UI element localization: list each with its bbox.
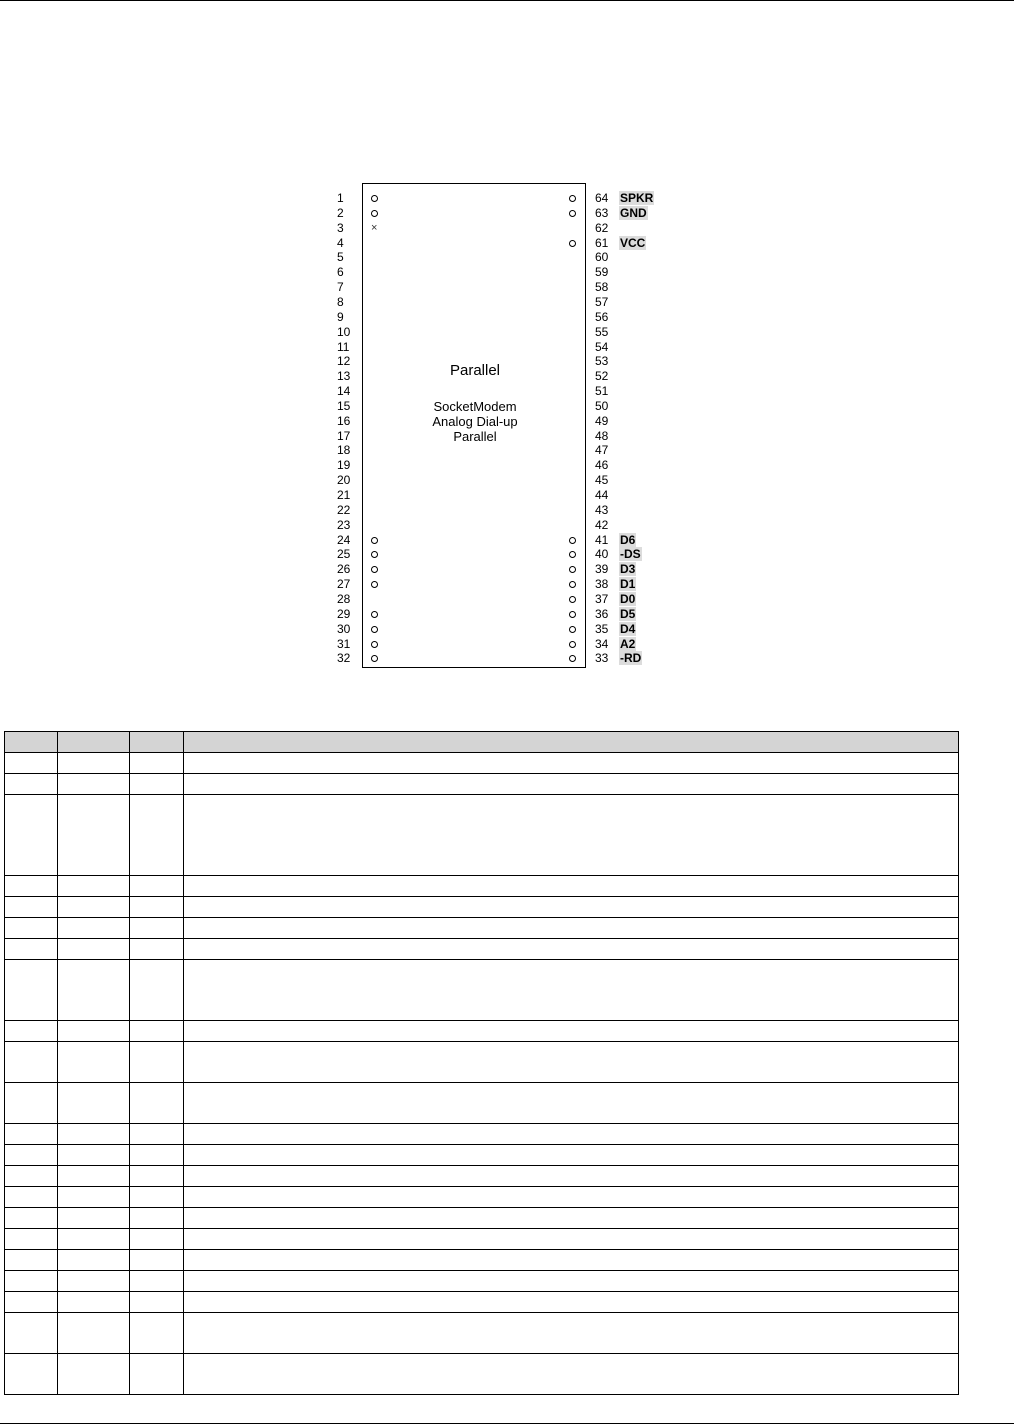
pin-number: 7 [337,280,344,295]
table-cell [58,1166,130,1187]
pin-number: 55 [595,324,609,339]
table-cell [130,897,184,918]
table-row [5,774,959,795]
table-row [5,876,959,897]
pin-number: 21 [337,488,351,502]
table-cell [5,897,58,918]
table-cell [130,1042,184,1083]
table-cell [5,1313,58,1354]
pin-number: 22 [337,502,351,517]
table-cell [130,795,184,876]
pin-label [619,577,636,591]
table-cell [5,1208,58,1229]
pin-number: 16 [337,413,351,428]
pin-dot [371,210,378,217]
pin-number: 57 [595,294,609,309]
pin-number: 54 [595,339,609,354]
table-cell [184,1250,959,1271]
pin-number: 17 [337,428,351,443]
pin-dot [371,195,378,202]
pin-label [619,607,636,621]
table-cell [58,1208,130,1229]
pin-label [619,191,654,205]
pin-dot [371,537,378,544]
table-cell [5,1083,58,1124]
bottom-rule [0,1423,1014,1424]
pin-number: 47 [595,443,609,458]
pin-number: 14 [337,384,351,399]
pin-number: 5 [337,250,344,265]
table-cell [130,774,184,795]
table-cell [58,1313,130,1354]
table-cell [130,1145,184,1166]
pin-number: 8 [337,294,344,309]
chip-subtitle-line-3: Parallel [453,429,497,444]
table-cell [58,939,130,960]
table-row [5,1145,959,1166]
pin-number: 10 [337,324,351,339]
table-cell [58,1187,130,1208]
pin-label [619,562,636,576]
pin-name: D0 [620,591,636,606]
pin-dot [569,195,576,202]
table-row [5,1187,959,1208]
pin-dot [569,611,576,618]
table-row [5,1042,959,1083]
pin-name: VCC [620,235,646,250]
table-cell [184,774,959,795]
pin-number: 62 [595,220,609,235]
pin-number: 50 [595,398,609,413]
pin-number: 38 [595,577,609,592]
pin-number: 6 [337,265,344,280]
table-cell [130,876,184,897]
table-row [5,939,959,960]
table-row [5,1250,959,1271]
table-cell [130,1021,184,1042]
table-cell [58,1083,130,1124]
pin-name: SPKR [620,191,654,205]
table-cell [184,1229,959,1250]
table-cell [5,1292,58,1313]
table-cell [130,918,184,939]
table-cell [184,1313,959,1354]
table-cell [130,1292,184,1313]
chip-title: Parallel [449,362,501,379]
table-cell [130,1250,184,1271]
pin-name: GND [620,205,647,220]
table-cell [5,1166,58,1187]
table-cell [5,1124,58,1145]
table-header-row [5,732,959,753]
table-cell [184,1208,959,1229]
pin-label [619,547,642,561]
table-cell [184,1083,959,1124]
pin-name: D1 [620,577,636,592]
table-cell [130,960,184,1021]
pin-number: 64 [595,191,609,205]
pin-number: 34 [595,636,609,651]
chip-subtitle-line-1: SocketModem [433,399,517,414]
header-cell [184,732,959,753]
pin-dot [371,626,378,633]
table-cell [58,1271,130,1292]
pin-number: 24 [337,532,351,547]
pin-number: 61 [595,235,609,250]
pin-number: 18 [337,443,351,458]
pin-number: 51 [595,384,609,399]
table-cell [5,960,58,1021]
pin-label [619,637,636,651]
pin-dot [371,611,378,618]
pin-number: 20 [337,473,351,488]
table-cell [58,753,130,774]
table-cell [58,795,130,876]
pin-dot [569,240,576,247]
pin-label [619,236,646,250]
pin-number: 27 [337,577,351,592]
table-cell [58,1250,130,1271]
table-cell [184,1145,959,1166]
pin-number: 26 [337,562,351,577]
pin-dot [569,537,576,544]
table-row [5,1229,959,1250]
header-cell [58,732,130,753]
pin-name: -RD [620,651,642,666]
table-row [5,1208,959,1229]
pin-number: 37 [595,591,609,606]
table-cell [130,1354,184,1395]
table-cell [5,939,58,960]
header-cell [130,732,184,753]
table-cell [184,960,959,1021]
table-cell [5,753,58,774]
pin-number: 56 [595,309,609,324]
pin-name: D5 [620,606,636,621]
pin-dot [371,641,378,648]
table-cell [130,1313,184,1354]
pin-name: -DS [620,547,641,562]
table-row [5,1083,959,1124]
pin-number: 39 [595,562,609,577]
table-cell [130,753,184,774]
table-cell [184,1021,959,1042]
pin-number: 30 [337,621,351,636]
pin-name: A2 [620,636,636,651]
pin-number: 45 [595,473,609,488]
pin-label [619,651,642,665]
table-row [5,1271,959,1292]
pin-number: 9 [337,309,344,324]
pin-label [619,622,636,636]
table-cell [5,774,58,795]
table-cell [130,1208,184,1229]
table-row [5,753,959,774]
table-cell [5,1145,58,1166]
table-cell [184,753,959,774]
header-cell [5,732,58,753]
pin-number: 44 [595,488,609,502]
pin-number: 46 [595,458,609,473]
table-row [5,795,959,876]
table-cell [184,1292,959,1313]
pin-number: 12 [337,354,351,369]
table-row [5,1021,959,1042]
pin-number: 53 [595,354,609,369]
table-cell [58,1021,130,1042]
table-cell [184,939,959,960]
table-cell [5,1187,58,1208]
pin-dot [569,641,576,648]
pin-number: 31 [337,636,351,651]
table-cell [58,1229,130,1250]
pin-dot [569,626,576,633]
table-cell [5,876,58,897]
table-row [5,897,959,918]
table-row [5,1292,959,1313]
pin-dot [569,596,576,603]
table-row [5,1313,959,1354]
table-cell [184,795,959,876]
table-cell [184,1271,959,1292]
pin-name: D6 [620,532,636,547]
pin-number: 29 [337,606,351,621]
pin-number: 25 [337,547,351,562]
table-cell [5,918,58,939]
table-cell [184,1124,959,1145]
table-cell [58,918,130,939]
pin-name: D4 [620,621,636,636]
pin-number: 23 [337,517,351,532]
pin-number: 41 [595,532,609,547]
pin-number: 35 [595,621,609,636]
table-cell [184,918,959,939]
table-cell [130,1124,184,1145]
table-cell [184,1187,959,1208]
table-cell [130,1271,184,1292]
pin-void-mark: × [371,221,378,234]
table-cell [184,876,959,897]
pin-number: 42 [595,517,609,532]
pin-number: 43 [595,502,609,517]
table-cell [5,1021,58,1042]
table-row [5,918,959,939]
table-row [5,1166,959,1187]
pin-description-table [4,731,959,1395]
table-cell [130,1229,184,1250]
table-cell [184,1354,959,1395]
pin-number: 48 [595,428,609,443]
pin-number: 52 [595,369,609,384]
table-cell [130,1083,184,1124]
pin-number: 4 [337,235,344,250]
pin-label [619,533,636,547]
pin-dot [569,210,576,217]
pin-number: 60 [595,250,609,265]
pin-number: 63 [595,205,609,220]
pin-number: 13 [337,369,351,384]
table-row [5,1124,959,1145]
table-cell [58,1124,130,1145]
table-cell [5,1229,58,1250]
pin-label [619,592,636,606]
pin-number: 2 [337,205,344,220]
table-cell [130,1166,184,1187]
table-cell [5,1271,58,1292]
pin-number: 58 [595,280,609,295]
pin-number: 19 [337,458,351,473]
table-cell [58,1145,130,1166]
pin-number: 11 [337,339,350,354]
pin-label [619,206,648,220]
table-cell [130,939,184,960]
pin-number: 1 [337,191,344,205]
pin-number: 59 [595,265,609,280]
table-cell [184,897,959,918]
table-cell [58,1042,130,1083]
table-cell [184,1042,959,1083]
table-cell [130,1187,184,1208]
table-cell [58,774,130,795]
pin-number: 28 [337,591,351,606]
table-cell [58,960,130,1021]
chip-subtitle-line-2: Analog Dial-up [432,414,518,429]
table-cell [5,795,58,876]
table-row [5,1354,959,1395]
pin-number: 3 [337,220,344,235]
pin-number: 49 [595,413,609,428]
table-cell [5,1042,58,1083]
table-cell [58,1292,130,1313]
table-cell [5,1354,58,1395]
pin-number: 32 [337,651,351,666]
top-rule [0,0,1014,1]
pin-number: 36 [595,606,609,621]
pin-number: 15 [337,398,351,413]
table-cell [58,876,130,897]
pin-number: 40 [595,547,609,562]
table-cell [5,1250,58,1271]
table-row [5,960,959,1021]
pin-number: 33 [595,651,609,666]
pin-name: D3 [620,562,636,577]
table-cell [58,897,130,918]
table-cell [184,1166,959,1187]
table-cell [58,1354,130,1395]
